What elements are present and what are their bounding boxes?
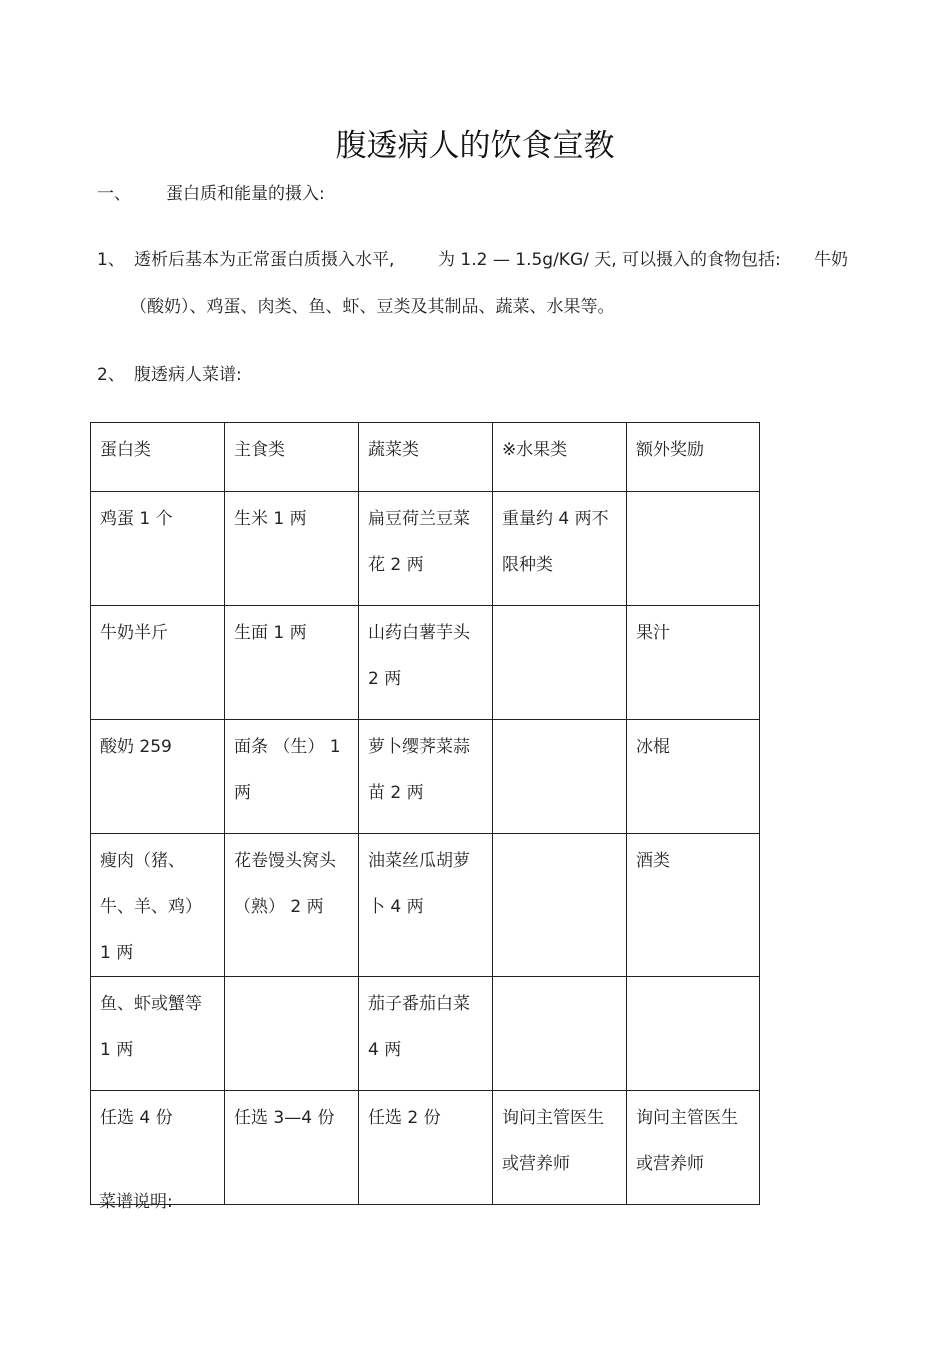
diet-menu-table [90, 422, 760, 1205]
table-header-row [91, 423, 760, 492]
table-cell: 牛奶半斤 [91, 606, 225, 720]
table-cell: 扁豆荷兰豆菜花 2 两 [359, 492, 493, 606]
table-cell: 冰棍 [627, 720, 760, 834]
table-cell: 花卷馒头窝头（熟） 2 两 [225, 834, 359, 977]
header-extra-reward: 额外奖励 [627, 423, 760, 492]
table-cell: 酸奶 259 [91, 720, 225, 834]
item-1-text-line2: （酸奶）、鸡蛋、肉类、鱼、虾、豆类及其制品、蔬菜、水果等。 [130, 297, 615, 317]
table-cell: 生米 1 两 [225, 492, 359, 606]
table-cell: 萝卜缨荠菜蒜苗 2 两 [359, 720, 493, 834]
item-1-text-a: 透析后基本为正常蛋白质摄入水平, [134, 250, 395, 270]
table-row [91, 720, 760, 834]
table-cell: 油菜丝瓜胡萝卜 4 两 [359, 834, 493, 977]
table-cell [627, 977, 760, 1091]
table-cell [493, 606, 627, 720]
table-cell: 任选 3—4 份 [225, 1091, 359, 1205]
table-cell: 面条 （生） 1 两 [225, 720, 359, 834]
table-cell: 询问主管医生或营养师 [627, 1091, 760, 1205]
header-protein: 蛋白类 [91, 423, 225, 492]
table-cell [493, 977, 627, 1091]
item-1-number: 1、 [97, 250, 125, 270]
section-1-heading: 蛋白质和能量的摄入: [166, 184, 325, 204]
table-row [91, 492, 760, 606]
table-cell: 鱼、虾或蟹等 1 两 [91, 977, 225, 1091]
table-cell: 山药白薯芋头 2 两 [359, 606, 493, 720]
item-2-heading: 腹透病人菜谱: [134, 365, 242, 385]
table-cell [493, 834, 627, 977]
table-cell: 瘦肉（猪、牛、羊、鸡） 1 两 [91, 834, 225, 977]
table-cell: 重量约 4 两不限种类 [493, 492, 627, 606]
item-1-text-c: 牛奶 [814, 250, 848, 270]
table-cell [627, 492, 760, 606]
table-cell: 生面 1 两 [225, 606, 359, 720]
page-title: 腹透病人的饮食宣教 [335, 128, 615, 164]
table-row [91, 606, 760, 720]
header-vegetable: 蔬菜类 [359, 423, 493, 492]
table-cell [225, 977, 359, 1091]
table-cell: 任选 2 份 [359, 1091, 493, 1205]
table-cell: 鸡蛋 1 个 [91, 492, 225, 606]
table-cell [493, 720, 627, 834]
table-row [91, 977, 760, 1091]
menu-notes-heading: 菜谱说明: [99, 1192, 173, 1212]
table-cell: 酒类 [627, 834, 760, 977]
table-cell: 询问主管医生或营养师 [493, 1091, 627, 1205]
table-cell: 任选 4 份 [91, 1091, 225, 1205]
item-2-number: 2、 [97, 365, 125, 385]
table-row [91, 1091, 760, 1205]
table-cell: 果汁 [627, 606, 760, 720]
section-1-number: 一、 [97, 184, 131, 204]
table-cell: 茄子番茄白菜 4 两 [359, 977, 493, 1091]
item-1-text-b: 为 1.2 — 1.5g/KG/ 天, 可以摄入的食物包括: [438, 250, 781, 270]
table-row [91, 834, 760, 977]
header-staple: 主食类 [225, 423, 359, 492]
header-fruit: ※水果类 [493, 423, 627, 492]
